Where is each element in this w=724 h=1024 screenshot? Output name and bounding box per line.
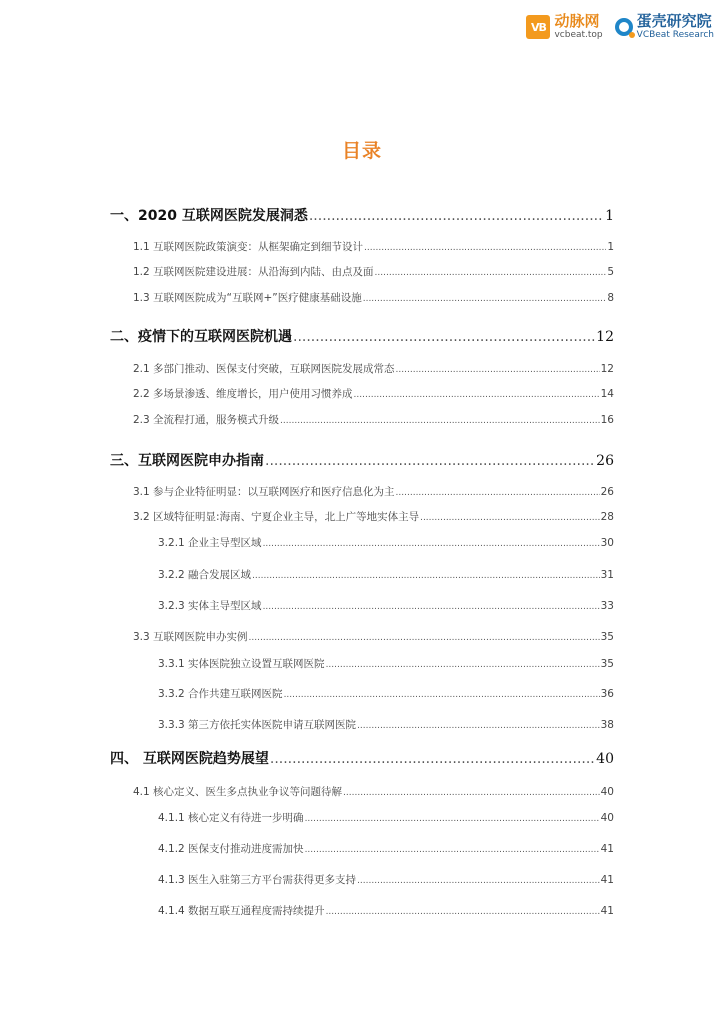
toc-entry-1-3[interactable] <box>133 290 614 305</box>
toc-leader <box>305 845 600 855</box>
toc-label: 2.3 全流程打通，服务模式升级 <box>133 414 280 426</box>
toc-page: 41 <box>600 843 614 855</box>
toc-label: 3.2.1 企业主导型区域 <box>158 537 262 549</box>
toc-label: 2.1 多部门推动、医保支付突破，互联网医院发展成常态 <box>133 363 395 375</box>
toc-label: 3.2.3 实体主导型区域 <box>158 600 262 612</box>
toc-entry-section-2[interactable] <box>110 326 614 346</box>
toc-entry-2-2[interactable] <box>133 386 614 401</box>
header-logos <box>526 14 714 40</box>
toc-label: 3.1 参与企业特征明显：以互联网医疗和医疗信息化为主 <box>133 486 395 498</box>
toc-page: 33 <box>600 600 614 612</box>
vcbeat-logo-icon: VB <box>526 15 550 39</box>
toc-entry-3-3-2[interactable] <box>158 686 614 701</box>
toc-leader <box>249 633 600 643</box>
toc-label: 3.3.3 第三方依托实体医院申请互联网医院 <box>158 719 357 731</box>
toc-page: 26 <box>600 486 614 498</box>
toc-entry-4-1-2[interactable] <box>158 841 614 856</box>
toc-page: 35 <box>600 658 614 670</box>
toc-leader <box>265 453 595 469</box>
toc-entry-2-1[interactable] <box>133 361 614 376</box>
toc-page: 40 <box>596 751 614 767</box>
toc-page: 1 <box>605 208 614 224</box>
toc-page: 30 <box>600 537 614 549</box>
toc-label: 2.2 多场景渗透、维度增长，用户使用习惯养成 <box>133 388 353 400</box>
toc-leader <box>396 365 600 375</box>
toc-entry-2-3[interactable] <box>133 412 614 427</box>
toc-leader <box>270 751 595 767</box>
toc-leader <box>396 488 600 498</box>
toc-page: 28 <box>600 511 614 523</box>
toc-leader <box>309 208 604 224</box>
vcbeat-domain: vcbeat.top <box>554 30 603 40</box>
toc-page: 14 <box>600 388 614 400</box>
toc-leader <box>375 268 607 278</box>
toc-label: 3.3.1 实体医院独立设置互联网医院 <box>158 658 325 670</box>
toc-page: 31 <box>600 569 614 581</box>
toc-label: 3.2.2 融合发展区域 <box>158 569 252 581</box>
toc-leader <box>263 602 600 612</box>
toc-leader <box>252 571 600 581</box>
toc-label: 1.3 互联网医院成为“互联网+”医疗健康基础设施 <box>133 292 362 304</box>
toc-label: 4.1.2 医保支付推动进度需加快 <box>158 843 304 855</box>
toc-leader <box>293 329 595 345</box>
toc-page: 40 <box>600 812 614 824</box>
toc-leader <box>357 721 600 731</box>
research-logo-icon <box>615 18 633 36</box>
toc-entry-4-1-1[interactable] <box>158 810 614 825</box>
toc-leader <box>363 294 607 304</box>
toc-label: 四、 互联网医院趋势展望 <box>110 751 269 767</box>
toc-page: 40 <box>600 786 614 798</box>
toc-entry-1-2[interactable] <box>133 264 614 279</box>
toc-entry-3-1[interactable] <box>133 484 614 499</box>
toc-leader <box>364 243 606 253</box>
toc-page: 38 <box>600 719 614 731</box>
toc-label: 4.1.3 医生入驻第三方平台需获得更多支持 <box>158 874 357 886</box>
toc-entry-4-1[interactable] <box>133 784 614 799</box>
toc-page: 36 <box>600 688 614 700</box>
toc-entry-3-3-1[interactable] <box>158 656 614 671</box>
toc-entry-1-1[interactable] <box>133 239 614 254</box>
research-name: 蛋壳研究院 <box>636 12 712 30</box>
toc-page: 16 <box>600 414 614 426</box>
toc-entry-3-3[interactable] <box>133 629 614 644</box>
vcbeat-logo <box>526 14 602 40</box>
toc-label: 3.2 区域特征明显:海南、宁夏企业主导，北上广等地实体主导 <box>133 511 420 523</box>
toc-leader <box>326 907 600 917</box>
toc-label: 3.3 互联网医院申办实例 <box>133 631 248 643</box>
page-title: 目录 <box>341 140 382 162</box>
toc-entry-3-2-1[interactable] <box>158 535 614 550</box>
toc-leader <box>305 814 600 824</box>
toc-label: 1.2 互联网医院建设进展：从沿海到内陆、由点及面 <box>133 266 374 278</box>
toc-leader <box>420 513 600 523</box>
toc-entry-3-3-3[interactable] <box>158 717 614 732</box>
toc-page: 41 <box>600 874 614 886</box>
toc-label: 3.3.2 合作共建互联网医院 <box>158 688 283 700</box>
toc-entry-section-4[interactable] <box>110 748 614 768</box>
toc-label: 4.1.1 核心定义有待进一步明确 <box>158 812 304 824</box>
vcbeat-name: 动脉网 <box>554 12 600 30</box>
toc-label: 1.1 互联网医院政策演变：从框架确定到细节设计 <box>133 241 364 253</box>
toc-page: 1 <box>607 241 614 253</box>
toc-leader <box>343 788 600 798</box>
toc-leader <box>354 390 600 400</box>
toc-label: 三、互联网医院申办指南 <box>110 453 264 469</box>
toc-entry-4-1-4[interactable] <box>158 903 614 918</box>
toc-entry-section-1[interactable] <box>110 205 614 225</box>
toc-entry-3-2-2[interactable] <box>158 567 614 582</box>
toc-page: 12 <box>600 363 614 375</box>
toc-label: 一、2020 互联网医院发展洞悉 <box>110 208 308 224</box>
toc-leader <box>263 539 600 549</box>
research-name-en: VCBeat Research <box>636 30 714 40</box>
toc-entry-3-2[interactable] <box>133 509 614 524</box>
vcbeat-research-logo <box>615 14 714 40</box>
toc-label: 二、疫情下的互联网医院机遇 <box>110 329 292 345</box>
toc-page: 12 <box>596 329 614 345</box>
toc-leader <box>280 416 600 426</box>
toc-page: 35 <box>600 631 614 643</box>
toc-page: 8 <box>607 292 614 304</box>
toc-entry-4-1-3[interactable] <box>158 872 614 887</box>
toc-label: 4.1 核心定义、医生多点执业争议等问题待解 <box>133 786 343 798</box>
toc-leader <box>326 660 600 670</box>
toc-entry-3-2-3[interactable] <box>158 598 614 613</box>
toc-leader <box>357 876 600 886</box>
toc-entry-section-3[interactable] <box>110 450 614 470</box>
toc-page: 5 <box>607 266 614 278</box>
toc-page: 41 <box>600 905 614 917</box>
toc-label: 4.1.4 数据互联互通程度需持续提升 <box>158 905 325 917</box>
toc-page: 26 <box>596 453 614 469</box>
toc-leader <box>284 690 600 700</box>
